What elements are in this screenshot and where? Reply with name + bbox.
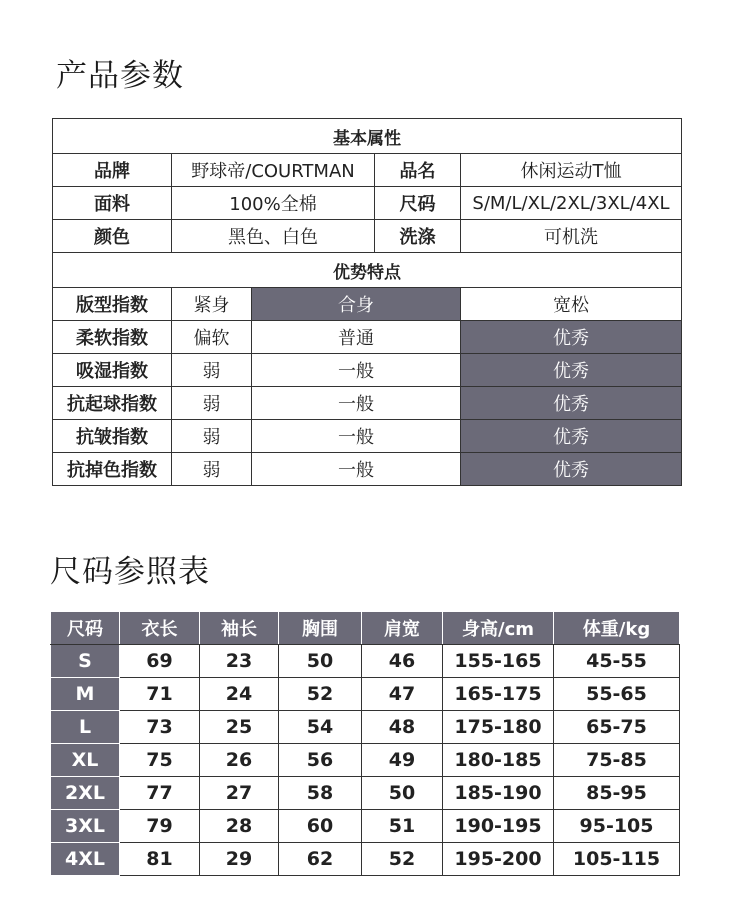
feature-level: 优秀: [461, 321, 682, 354]
basic-value: 黑色、白色: [172, 220, 375, 253]
size-value: 45-55: [554, 645, 680, 678]
basic-value: 可机洗: [461, 220, 682, 253]
size-value: 180-185: [443, 744, 554, 777]
size-chart-row: [51, 777, 680, 810]
size-value: 25: [200, 711, 279, 744]
size-chart-row: [51, 645, 680, 678]
size-value: 165-175: [443, 678, 554, 711]
feature-name: 抗起球指数: [53, 387, 172, 420]
size-chart-header-cell: 袖长: [200, 612, 279, 645]
size-value: 73: [120, 711, 200, 744]
feature-level: 弱: [172, 354, 252, 387]
basic-row: [53, 154, 682, 187]
size-value: 48: [362, 711, 443, 744]
size-value: 46: [362, 645, 443, 678]
size-value: 51: [362, 810, 443, 843]
basic-label: 品牌: [53, 154, 172, 187]
size-label: S: [51, 645, 120, 678]
feature-level: 一般: [252, 387, 461, 420]
feature-level: 合身: [252, 288, 461, 321]
size-value: 26: [200, 744, 279, 777]
basic-value: 野球帝/COURTMAN: [172, 154, 375, 187]
size-value: 54: [279, 711, 362, 744]
size-value: 52: [279, 678, 362, 711]
size-label: 3XL: [51, 810, 120, 843]
feature-row: [53, 387, 682, 420]
feature-header-row: [53, 253, 682, 288]
feature-level: 普通: [252, 321, 461, 354]
size-value: 77: [120, 777, 200, 810]
size-label: 2XL: [51, 777, 120, 810]
size-value: 47: [362, 678, 443, 711]
size-label: L: [51, 711, 120, 744]
feature-level: 一般: [252, 453, 461, 486]
feature-name: 抗掉色指数: [53, 453, 172, 486]
basic-value: 100%全棉: [172, 187, 375, 220]
feature-name: 柔软指数: [53, 321, 172, 354]
size-chart-header-cell: 肩宽: [362, 612, 443, 645]
size-label: M: [51, 678, 120, 711]
basic-value: S/M/L/XL/2XL/3XL/4XL: [461, 187, 682, 220]
product-params-title: 产品参数: [56, 58, 184, 94]
size-chart-title: 尺码参照表: [50, 554, 210, 590]
basic-label: 尺码: [375, 187, 461, 220]
size-chart-header-cell: 尺码: [51, 612, 120, 645]
feature-row: [53, 288, 682, 321]
basic-label: 品名: [375, 154, 461, 187]
size-value: 75: [120, 744, 200, 777]
size-value: 23: [200, 645, 279, 678]
size-value: 85-95: [554, 777, 680, 810]
basic-row: [53, 220, 682, 253]
basic-value: 休闲运动T恤: [461, 154, 682, 187]
size-value: 105-115: [554, 843, 680, 876]
feature-name: 版型指数: [53, 288, 172, 321]
size-value: 155-165: [443, 645, 554, 678]
feature-row: [53, 453, 682, 486]
feature-level: 一般: [252, 420, 461, 453]
basic-label: 洗涤: [375, 220, 461, 253]
size-value: 50: [362, 777, 443, 810]
feature-name: 吸湿指数: [53, 354, 172, 387]
feature-row: [53, 321, 682, 354]
size-value: 95-105: [554, 810, 680, 843]
size-chart-row: [51, 711, 680, 744]
feature-level: 紧身: [172, 288, 252, 321]
size-value: 75-85: [554, 744, 680, 777]
product-params-table: [52, 118, 682, 486]
basic-header-row: [53, 119, 682, 154]
basic-label: 颜色: [53, 220, 172, 253]
size-chart-table: [50, 611, 680, 876]
size-value: 52: [362, 843, 443, 876]
size-value: 29: [200, 843, 279, 876]
size-value: 62: [279, 843, 362, 876]
size-chart-row: [51, 744, 680, 777]
size-value: 79: [120, 810, 200, 843]
size-value: 50: [279, 645, 362, 678]
feature-level: 偏软: [172, 321, 252, 354]
feature-level: 优秀: [461, 354, 682, 387]
feature-name: 抗皱指数: [53, 420, 172, 453]
basic-attributes-header: 基本属性: [53, 119, 682, 154]
size-value: 60: [279, 810, 362, 843]
feature-level: 弱: [172, 387, 252, 420]
size-chart-row: [51, 678, 680, 711]
size-value: 81: [120, 843, 200, 876]
feature-level: 优秀: [461, 387, 682, 420]
basic-row: [53, 187, 682, 220]
size-value: 185-190: [443, 777, 554, 810]
size-value: 190-195: [443, 810, 554, 843]
size-value: 55-65: [554, 678, 680, 711]
size-value: 27: [200, 777, 279, 810]
size-value: 71: [120, 678, 200, 711]
size-value: 56: [279, 744, 362, 777]
size-chart-header-cell: 衣长: [120, 612, 200, 645]
size-chart-header-cell: 体重/kg: [554, 612, 680, 645]
size-value: 175-180: [443, 711, 554, 744]
size-chart-header-cell: 胸围: [279, 612, 362, 645]
feature-level: 弱: [172, 420, 252, 453]
size-value: 69: [120, 645, 200, 678]
feature-level: 宽松: [461, 288, 682, 321]
feature-level: 优秀: [461, 420, 682, 453]
size-label: 4XL: [51, 843, 120, 876]
size-label: XL: [51, 744, 120, 777]
feature-row: [53, 354, 682, 387]
size-value: 65-75: [554, 711, 680, 744]
size-value: 195-200: [443, 843, 554, 876]
size-value: 28: [200, 810, 279, 843]
size-chart-header-cell: 身高/cm: [443, 612, 554, 645]
size-value: 49: [362, 744, 443, 777]
feature-level: 一般: [252, 354, 461, 387]
size-value: 24: [200, 678, 279, 711]
size-chart-row: [51, 810, 680, 843]
feature-level: 弱: [172, 453, 252, 486]
size-chart-row: [51, 843, 680, 876]
feature-level: 优秀: [461, 453, 682, 486]
feature-header: 优势特点: [53, 253, 682, 288]
feature-row: [53, 420, 682, 453]
size-value: 58: [279, 777, 362, 810]
basic-label: 面料: [53, 187, 172, 220]
size-chart-header-row: [51, 612, 680, 645]
